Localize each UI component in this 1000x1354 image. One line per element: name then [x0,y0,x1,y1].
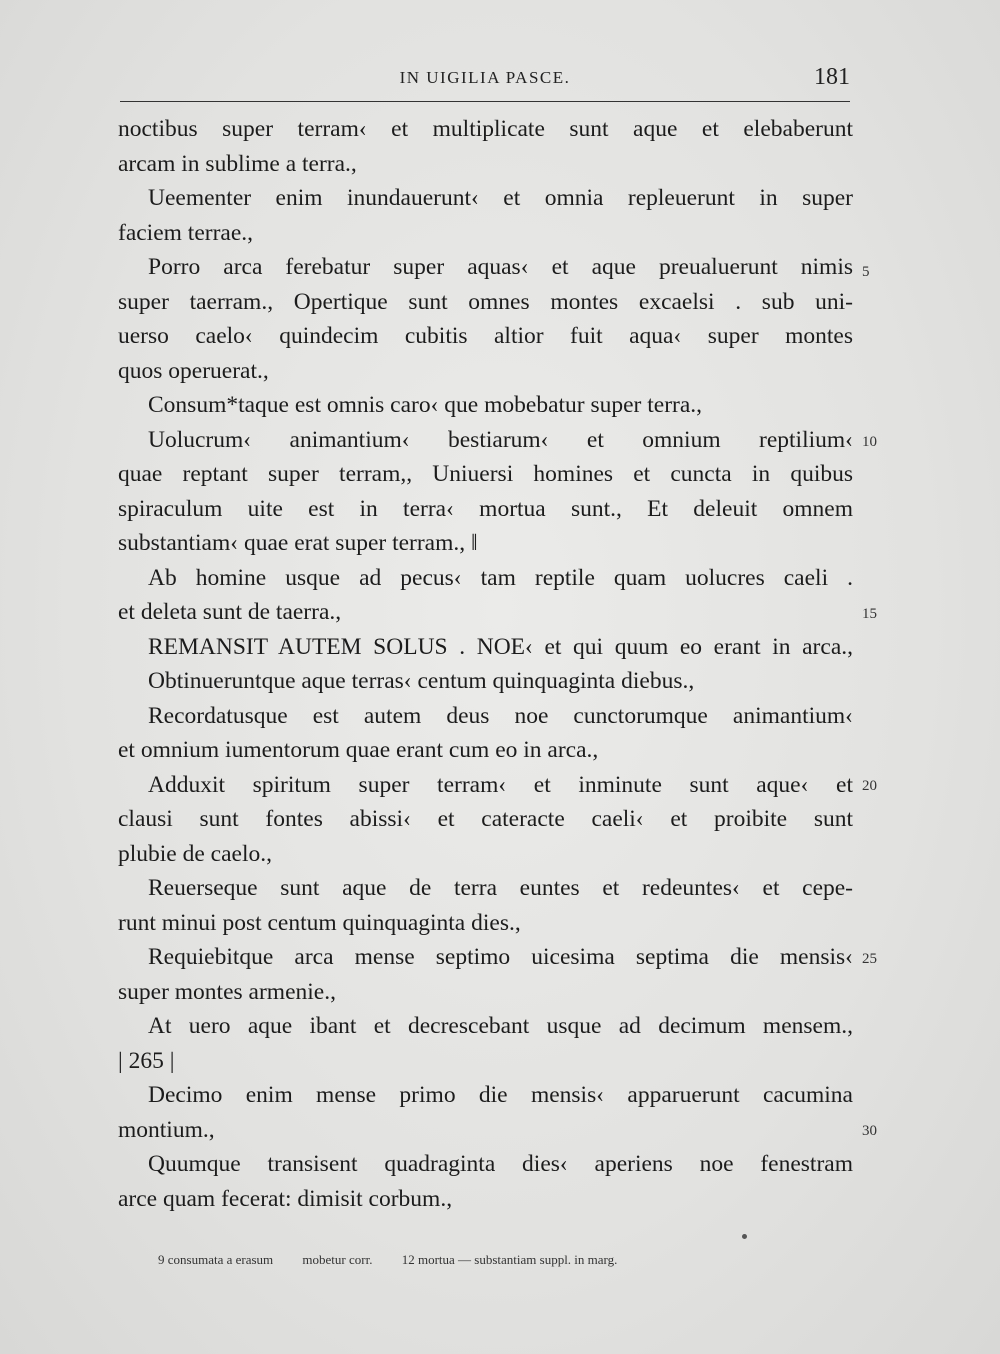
text-line: Uolucrum‹ animantium‹ bestiarum‹ et omnium reptilium‹ [148,426,853,453]
text-line: uerso caelo‹ quindecim cubitis altior fuit aqua‹ super montes [118,323,853,349]
text-line: Recordatusque est autem deus noe cunctorumque animantium‹ [148,702,853,729]
ink-speck [742,1234,747,1239]
page-number: 181 [814,64,850,90]
text-line: | 265 | [118,1047,175,1074]
text-line: arcam in sublime a terra., [118,150,357,177]
text-line: Porro arca ferebatur super aquas‹ et aque preualuerunt nimis [148,254,853,280]
text-line: Quumque transisent quadraginta dies‹ aperiens noe fenestram [148,1151,853,1177]
text-line: Decimo enim mense primo die mensis‹ apparuerunt cacumina [148,1082,853,1108]
text-line: Reuerseque sunt aque de terra euntes et redeuntes‹ et cepe- [148,875,853,901]
footnote: 12 mortua — substantiam suppl. in marg. [401,1252,618,1267]
text-line: Consum*taque est omnis caro‹ que mobebatur super terra., [148,392,703,418]
text-line: clausi sunt fontes abissi‹ et cateracte caeli‹ et proibite sunt [118,806,853,832]
footnote: 9 consumata a erasum [158,1252,274,1267]
body-text [118,112,853,1216]
text-line: arce quam fecerat: dimisit corbum., [118,1185,453,1212]
text-line: At uero aque ibant et decrescebant usque ad decimum mensem., [148,1013,853,1039]
line-number-25: 25 [862,951,877,967]
text-line: Adduxit spiritum super terram‹ et inminute sunt aque‹ et [148,771,853,798]
footnote: mobetur corr. [302,1252,373,1267]
text-line: Ueementer enim inundauerunt‹ et omnia repleuerunt in super [148,185,853,211]
text-line: et deleta sunt de taerra., [118,599,342,625]
text-line: noctibus super terram‹ et multiplicate sunt aque et elebaberunt [118,116,853,142]
text-line: faciem terrae., [118,219,254,246]
line-number-20: 20 [862,778,877,794]
header-rule [120,101,850,102]
text-line: montium., [118,1116,215,1143]
text-line: runt minui post centum quinquaginta dies., [118,909,521,936]
running-title: IN UIGILIA PASCE. [399,68,571,87]
text-line: Ab homine usque ad pecus‹ tam reptile quam uolucres caeli . [148,564,853,591]
line-number-5: 5 [862,264,870,280]
text-line: Requiebitque arca mense septimo uicesima septima die mensis‹ [148,944,853,970]
page-header [120,66,850,96]
footnotes [158,1252,643,1268]
text-line: Obtinueruntque aque terras‹ centum quinquaginta diebus., [148,668,695,694]
text-line: REMANSIT AUTEM SOLUS . NOE‹ et qui quum eo erant in arca., [148,633,853,660]
text-line: quae reptant super terram,, Uniuersi homines et cuncta in quibus [118,461,853,487]
line-number-10: 10 [862,434,877,450]
text-line: super montes armenie., [118,978,336,1005]
text-line: et omnium iumentorum quae erant cum eo in arca., [118,737,599,763]
text-line: substantiam‹ quae erat super terram., ‖ [118,530,478,556]
line-number-30: 30 [862,1123,877,1139]
text-line: super taerram., Opertique sunt omnes montes excaelsi . sub uni- [118,288,853,315]
text-line: plubie de caelo., [118,840,272,867]
text-line: quos operuerat., [118,357,269,384]
text-line: spiraculum uite est in terra‹ mortua sunt., Et deleuit omnem [118,495,853,522]
line-number-15: 15 [862,606,877,622]
